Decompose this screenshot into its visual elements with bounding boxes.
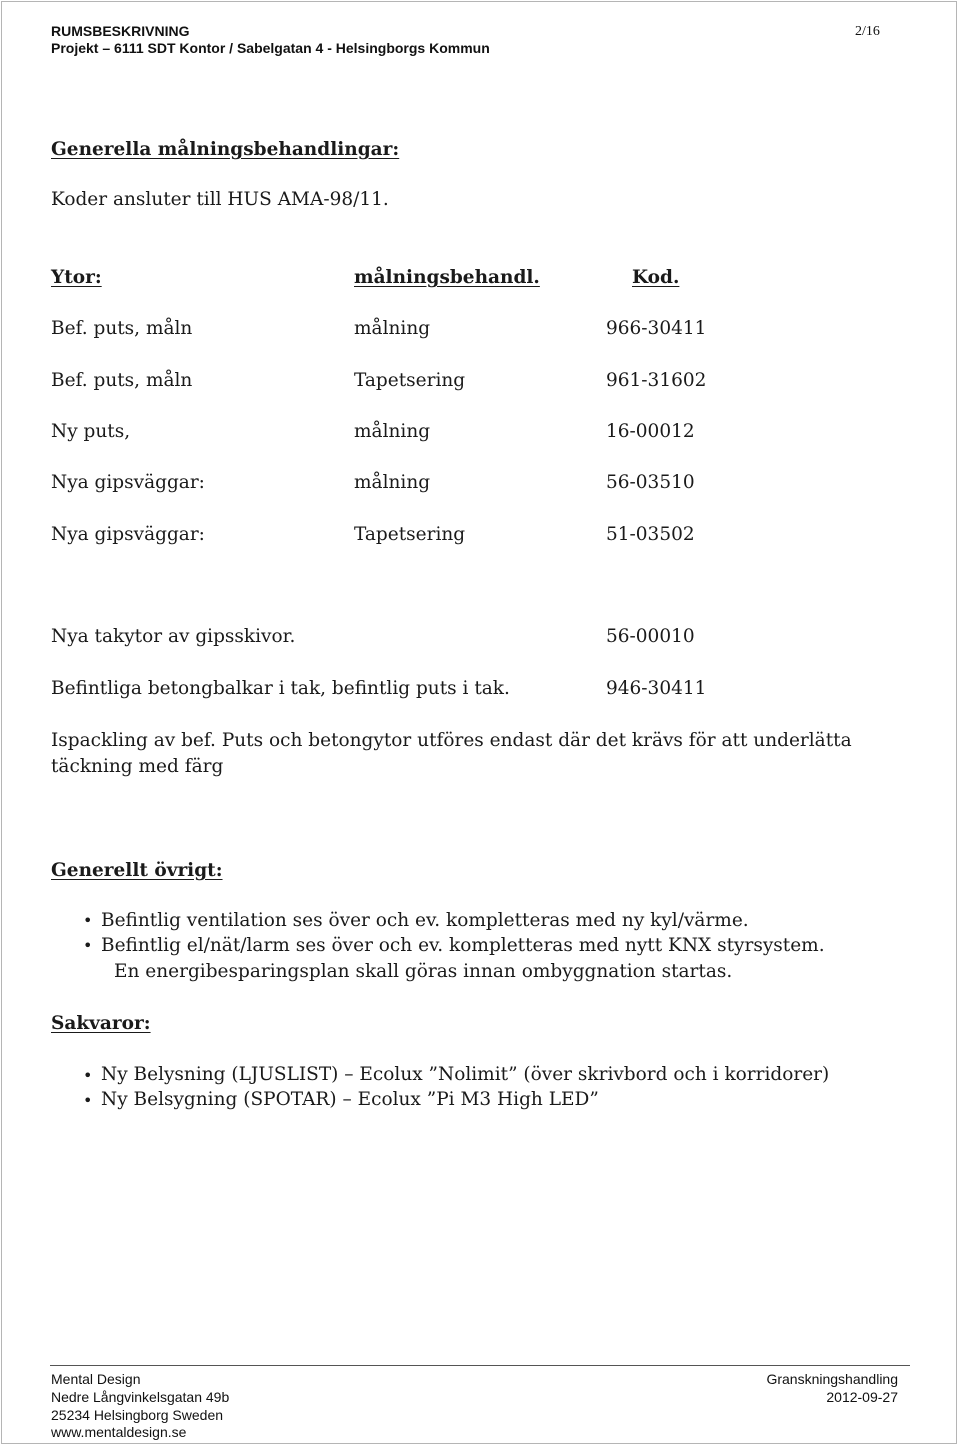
project-line: Projekt – 6111 SDT Kontor / Sabelgatan 4 - Helsingborgs Kommun bbox=[51, 40, 490, 56]
footer-rule bbox=[50, 1365, 910, 1366]
row-treatment: Tapetsering bbox=[354, 370, 466, 391]
general-heading: Generellt övrigt: bbox=[51, 860, 223, 881]
row-code: 16-00012 bbox=[606, 421, 695, 442]
ceiling-code: 56-00010 bbox=[606, 626, 695, 647]
bullet-icon: • bbox=[83, 1091, 93, 1110]
bullet-icon: • bbox=[83, 911, 93, 930]
beams-row: Befintliga betongbalkar i tak, befintlig puts i tak. bbox=[51, 678, 510, 699]
footer-date: 2012-09-27 bbox=[826, 1389, 898, 1405]
document-title: RUMSBESKRIVNING bbox=[51, 23, 190, 39]
spackling-note-cont: täckning med färg bbox=[51, 756, 224, 777]
row-surface: Bef. puts, måln bbox=[51, 318, 193, 339]
general-bullet: Befintlig el/nät/larm ses över och ev. kompletteras med nytt KNX styrsystem. bbox=[101, 935, 825, 956]
footer-status: Granskningshandling bbox=[766, 1371, 898, 1387]
items-bullet: Ny Belsygning (SPOTAR) – Ecolux ”Pi M3 High LED” bbox=[101, 1089, 599, 1110]
general-continuation: En energibesparingsplan skall göras innan ombyggnation startas. bbox=[114, 961, 733, 982]
col-treatment: målningsbehandl. bbox=[354, 267, 540, 288]
row-surface: Bef. puts, måln bbox=[51, 370, 193, 391]
page-frame bbox=[1, 1, 957, 1444]
row-code: 961-31602 bbox=[606, 370, 707, 391]
row-treatment: Tapetsering bbox=[354, 524, 466, 545]
col-surfaces: Ytor: bbox=[51, 267, 102, 288]
codes-note: Koder ansluter till HUS AMA-98/11. bbox=[51, 189, 389, 210]
ceiling-row: Nya takytor av gipsskivor. bbox=[51, 626, 296, 647]
spackling-note: Ispackling av bef. Puts och betongytor utföres endast där det krävs för att underlätta bbox=[51, 730, 852, 751]
row-surface: Ny puts, bbox=[51, 421, 131, 442]
bullet-icon: • bbox=[83, 1066, 93, 1085]
row-surface: Nya gipsväggar: bbox=[51, 472, 205, 493]
items-heading: Sakvaror: bbox=[51, 1013, 151, 1034]
col-code: Kod. bbox=[632, 267, 680, 288]
row-treatment: målning bbox=[354, 421, 431, 442]
bullet-icon: • bbox=[83, 936, 93, 955]
footer-web: www.mentaldesign.se bbox=[51, 1424, 187, 1440]
row-code: 56-03510 bbox=[606, 472, 695, 493]
footer-city: 25234 Helsingborg Sweden bbox=[51, 1407, 224, 1423]
row-treatment: målning bbox=[354, 318, 431, 339]
general-bullet: Befintlig ventilation ses över och ev. kompletteras med ny kyl/värme. bbox=[101, 910, 749, 931]
row-treatment: målning bbox=[354, 472, 431, 493]
painting-heading: Generella målningsbehandlingar: bbox=[51, 139, 400, 160]
page-number: 2/16 bbox=[855, 24, 880, 39]
row-code: 966-30411 bbox=[606, 318, 707, 339]
items-bullet: Ny Belysning (LJUSLIST) – Ecolux ”Nolimit” (över skrivbord och i korridorer) bbox=[101, 1064, 830, 1085]
footer-company: Mental Design bbox=[51, 1371, 141, 1387]
footer-street: Nedre Långvinkelsgatan 49b bbox=[51, 1389, 230, 1405]
row-surface: Nya gipsväggar: bbox=[51, 524, 205, 545]
row-code: 51-03502 bbox=[606, 524, 695, 545]
beams-code: 946-30411 bbox=[606, 678, 707, 699]
